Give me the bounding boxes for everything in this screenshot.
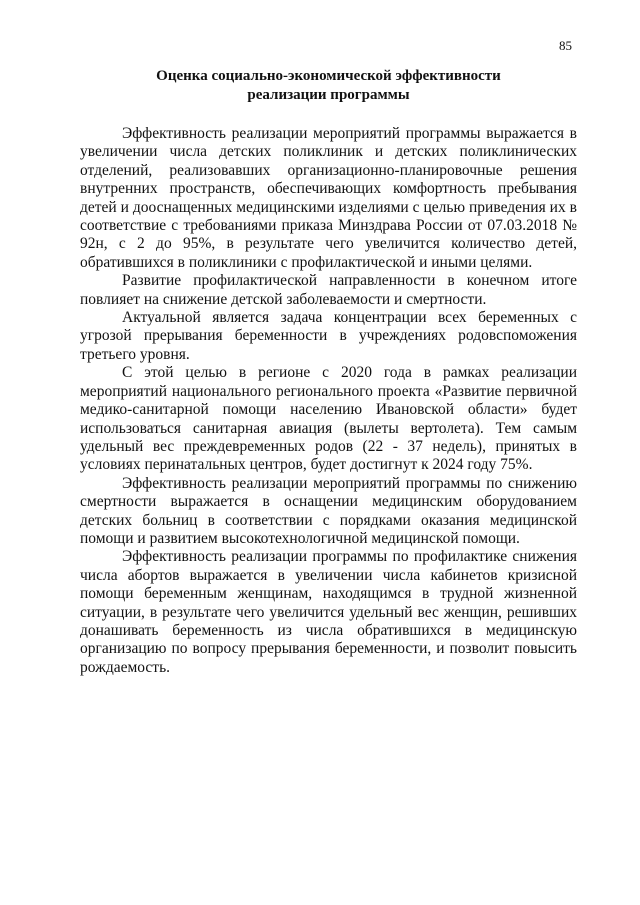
page-title xyxy=(80,67,577,105)
paragraph-3: Актуальной является задача концентрации всех беременных с угрозой прерывания беременности в учреждениях родовспоможения третьего уровня. xyxy=(80,309,577,363)
paragraph-2: Развитие профилактической направленности в конечном итоге повлияет на снижение детской заболеваемости и смертности. xyxy=(80,272,577,308)
paragraph-5: Эффективность реализации мероприятий программы по снижению смертности выражается в оснащении медицинским оборудованием детских больниц в соответствии с порядками оказания медицинской помощи и развитием высокотехнологичной медицинской помощи. xyxy=(80,474,577,547)
paragraph-6: Эффективность реализации программы по профилактике снижения числа абортов выражается в увеличении числа кабинетов кризисной помощи беременным женщинам, находящимся в трудной жизненной ситуации, в результате чего увеличится удельный вес женщин, решивших донашивать беременность из числа обратившихся в медицинскую организацию по вопросу прерывания беременности, и позволит повысить рождаемость. xyxy=(80,548,577,676)
page-number: 85 xyxy=(559,38,572,53)
title-line-2: реализации программы xyxy=(247,87,410,103)
paragraph-1: Эффективность реализации мероприятий программы выражается в увеличении числа детских поликлиник и детских поликлинических отделений, реализовавших организационно-планировочные решения внутренних пространств, обеспечивающих комфортность пребывания детей и дооснащенных медицинскими изделиями с целью приведения их в соответствие с требованиями приказа Минздрава России от 07.03.2018 № 92н, с 2 до 95%, в результате чего увеличится количество детей, обратившихся в поликлиники с профилактической и иными целями. xyxy=(80,125,577,271)
title-line-1: Оценка социально-экономической эффективности xyxy=(156,68,501,84)
document-body xyxy=(80,125,577,677)
paragraph-4: С этой целью в регионе с 2020 года в рамках реализации мероприятий национального регионального проекта «Развитие первичной медико-санитарной помощи населению Ивановской области» будет использоваться санитарная авиация (вылеты вертолета). Тем самым удельный вес преждевременных родов (22 - 37 недель), принятых в условиях перинатальных центров, будет достигнут к 2024 году 75%. xyxy=(80,364,577,474)
